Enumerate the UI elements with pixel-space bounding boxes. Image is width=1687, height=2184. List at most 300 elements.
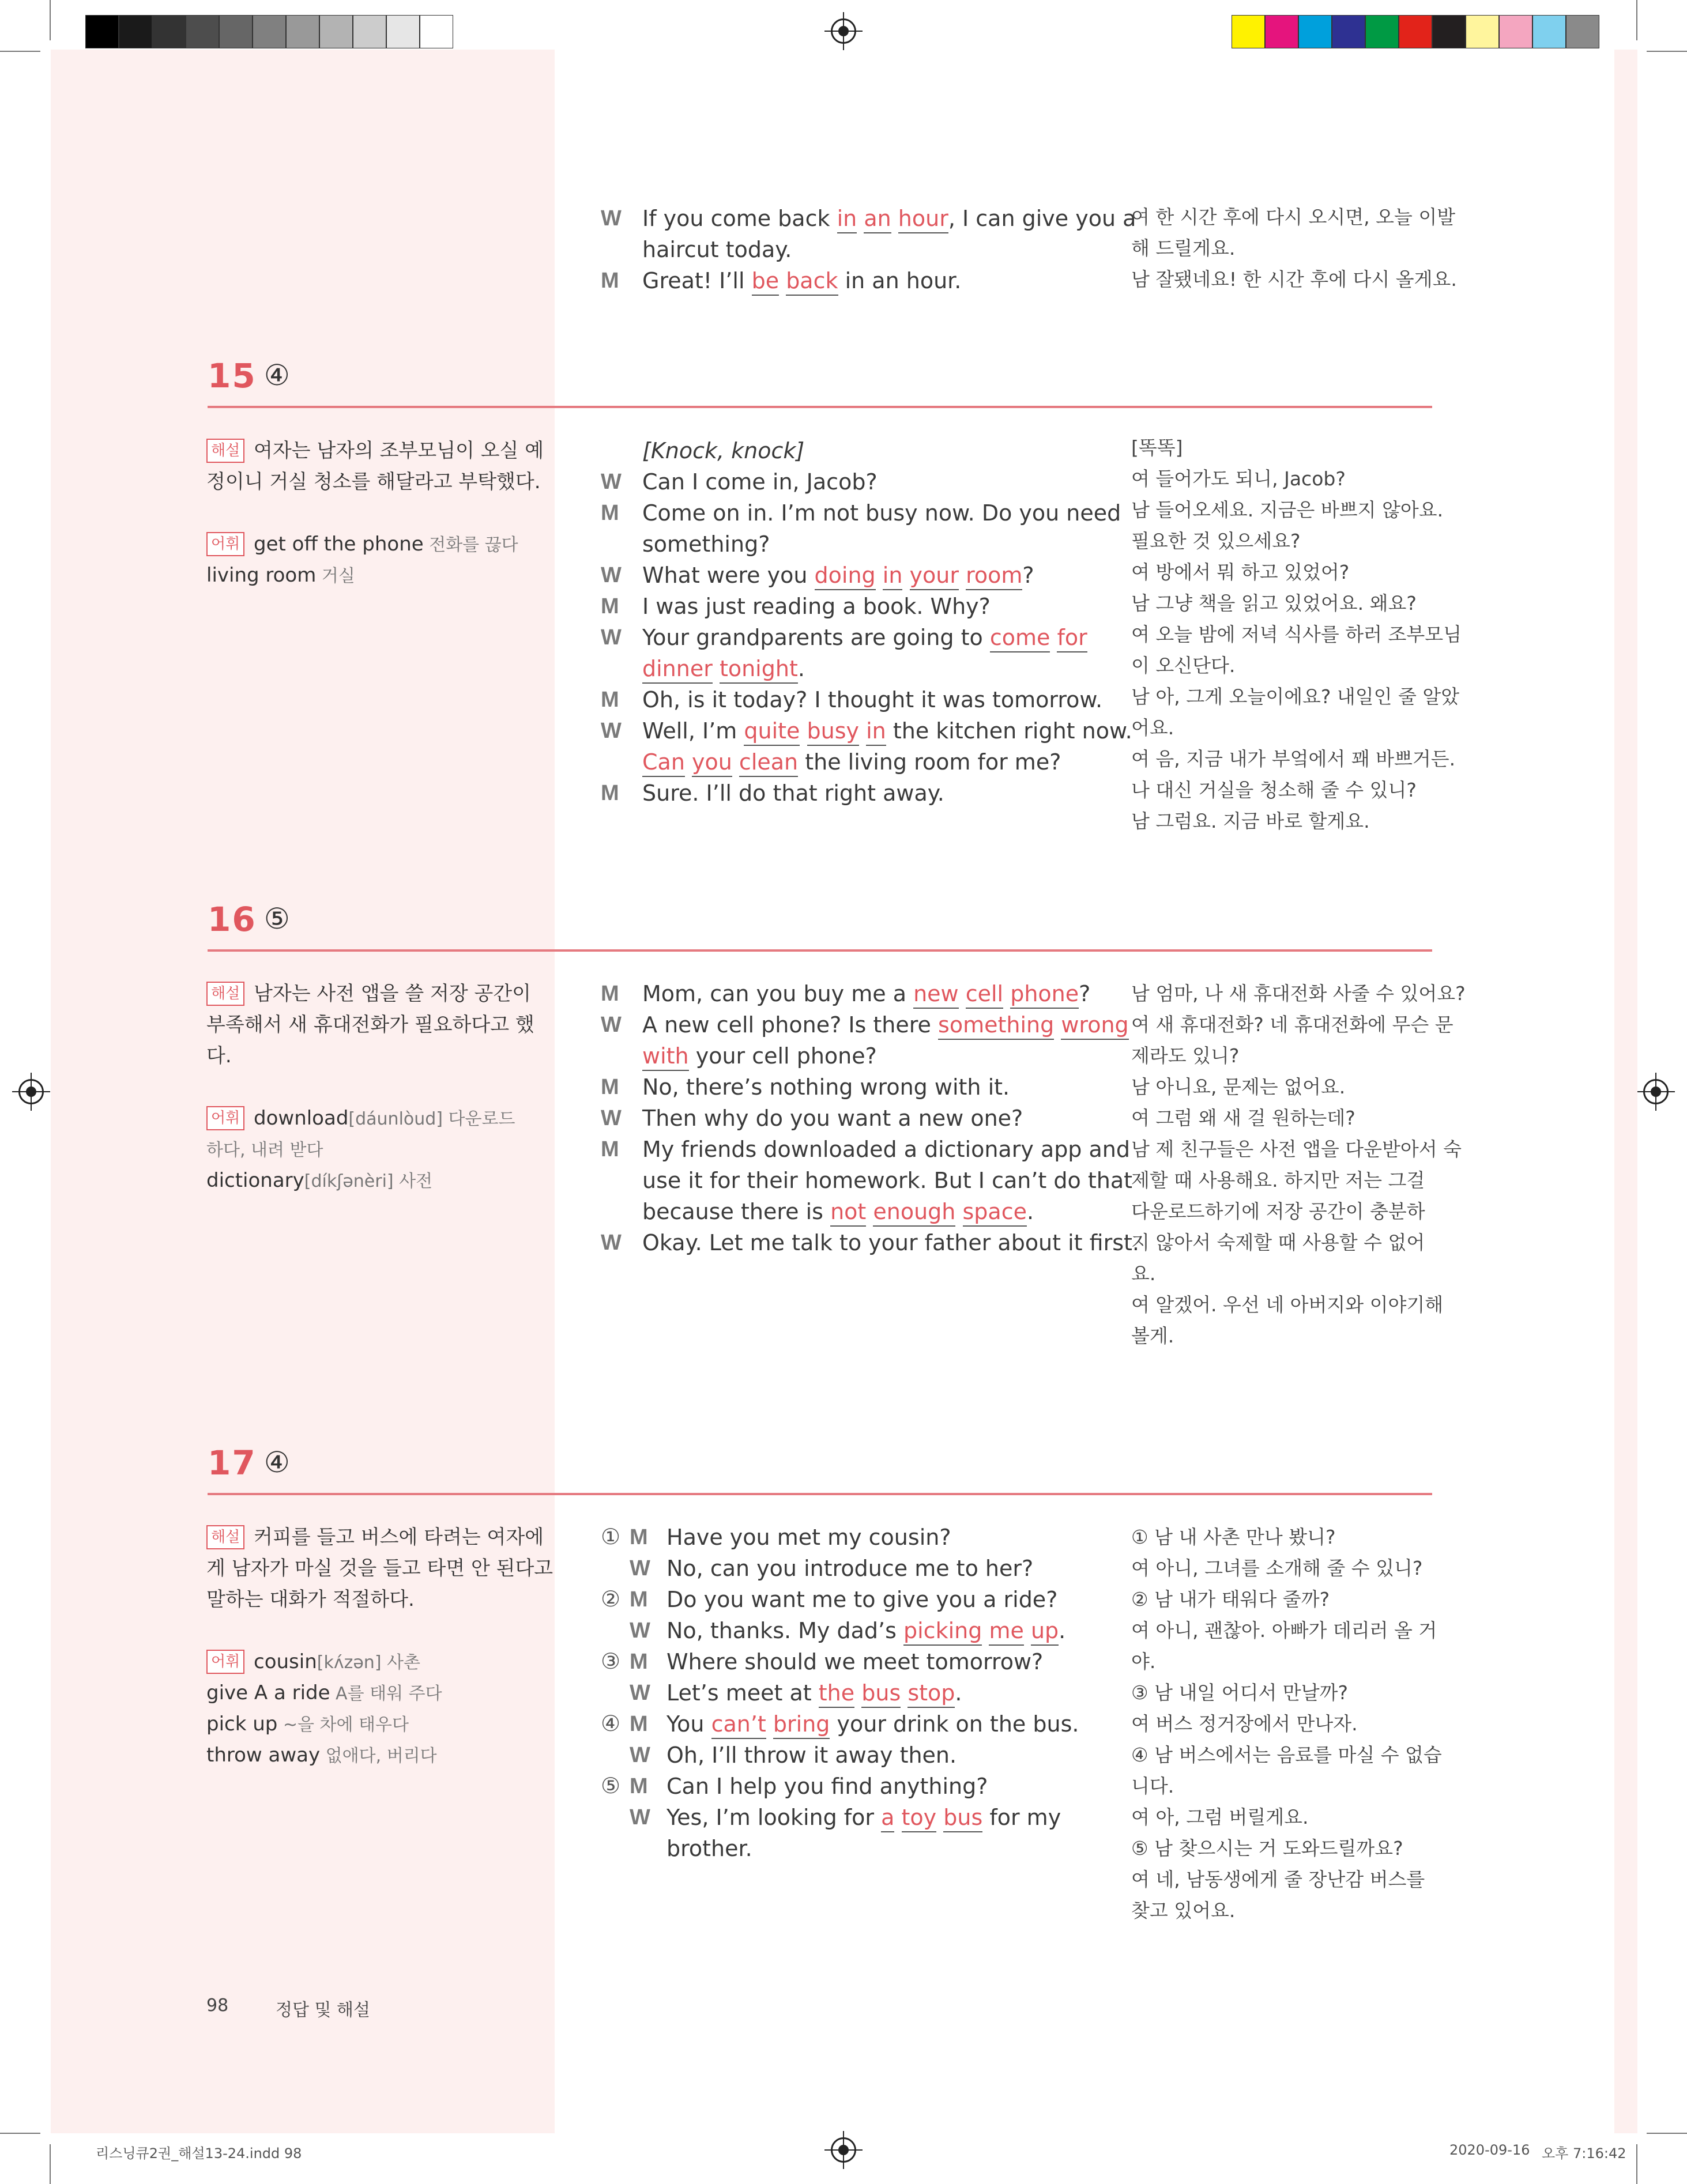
page-section-title: 정답 및 해설	[276, 2000, 370, 2020]
dialogue-text: , I can give you a	[948, 206, 1136, 231]
dialogue-line	[642, 1103, 1023, 1134]
vocab-entry	[206, 1708, 409, 1741]
registration-mark-icon	[831, 18, 856, 44]
explanation-text: 말하는 대화가 적절하다.	[206, 1588, 415, 1611]
blank-answer: bring	[773, 1711, 830, 1739]
translation-line: 여 새 휴대전화? 네 휴대전화에 무슨 문	[1131, 1013, 1453, 1036]
blank-answer: room	[966, 563, 1022, 590]
dialogue-text: Sure. I’ll do that right away.	[642, 780, 944, 806]
dialogue-line	[642, 497, 1121, 529]
speaker-label: M	[601, 982, 619, 1006]
translation-line: 남 들어오세요. 지금은 바쁘지 않아요.	[1131, 499, 1444, 521]
dialogue-line	[666, 1646, 1043, 1677]
dialogue-text	[766, 1711, 773, 1737]
dialogue-text	[894, 1805, 901, 1830]
page-number: 98	[206, 1996, 229, 2016]
blank-answer: an	[864, 206, 891, 233]
speaker-label: M	[601, 781, 619, 805]
speaker-label: M	[601, 688, 619, 712]
vocab-meaning: 하다, 내려 받다	[206, 1140, 323, 1160]
gray-swatch	[253, 15, 286, 48]
dialogue-text: Come on in. I’m not busy now. Do you need	[642, 500, 1121, 526]
blank-answer: something	[938, 1012, 1054, 1040]
blank-answer: can’t	[711, 1711, 766, 1739]
dialogue-text: Okay. Let me talk to your father about it first.	[642, 1230, 1139, 1255]
speaker-label: W	[601, 206, 622, 231]
color-swatch	[1499, 15, 1532, 48]
dialogue-text: Then why do you want a new one?	[642, 1106, 1023, 1131]
blank-answer: come	[990, 625, 1050, 652]
vocab-meaning: ~을 차에 태우다	[277, 1715, 409, 1735]
blank-answer: with	[642, 1043, 689, 1071]
gray-swatch	[353, 15, 386, 48]
blank-answer: tonight	[720, 656, 798, 684]
speaker-label: W	[630, 1743, 650, 1767]
vocab-entry	[206, 1740, 437, 1772]
translation-line: 요.	[1131, 1262, 1156, 1285]
dialogue-text: Oh, I’ll throw it away then.	[666, 1742, 957, 1768]
blank-answer: in	[883, 563, 903, 590]
blank-answer: stop	[907, 1680, 955, 1708]
blank-answer: cell	[966, 981, 1003, 1009]
dialogue-line	[642, 435, 804, 466]
blank-answer: in	[866, 718, 886, 746]
dialogue-text: No, there’s nothing wrong with it.	[642, 1074, 1010, 1100]
translation-line: 남 그럼요. 지금 바로 할게요.	[1131, 810, 1370, 832]
crop-mark	[1636, 0, 1637, 40]
translation-line: 여 아니, 괜찮아. 아빠가 데리러 올 거	[1131, 1619, 1437, 1642]
color-swatch	[1466, 15, 1499, 48]
translation-line: 남 아, 그게 오늘이에요? 내일인 줄 알았	[1131, 685, 1460, 708]
blank-answer: not	[830, 1199, 866, 1227]
blank-answer: be	[752, 268, 780, 296]
vocab-entry	[206, 1134, 323, 1166]
translation-line: 야.	[1131, 1650, 1156, 1673]
speaker-label: W	[630, 1681, 650, 1705]
blank-answer: in	[837, 206, 857, 233]
vocab-meaning: 거실	[316, 566, 355, 586]
translation-line: [똑똑]	[1131, 436, 1183, 459]
blank-answer: bus	[861, 1680, 901, 1708]
dialogue-text: in an hour.	[838, 268, 962, 293]
dialogue-text: Well, I’m	[642, 718, 744, 744]
crop-mark	[50, 0, 51, 40]
dialogue-text: Let’s meet at	[666, 1680, 819, 1706]
dialogue-text: Great! I’ll	[642, 268, 752, 293]
gray-swatch	[119, 15, 152, 48]
dialogue-line	[642, 715, 1132, 746]
dialogue-line	[642, 1196, 1034, 1227]
blank-answer: me	[989, 1618, 1023, 1646]
dialogue-line	[642, 1072, 1010, 1103]
dialogue-text: You	[666, 1711, 711, 1737]
blank-answer: the	[819, 1680, 854, 1708]
translation-line: 남 아니요, 문제는 없어요.	[1131, 1076, 1346, 1098]
translation-line: 여 버스 정거장에서 만나자.	[1131, 1713, 1358, 1735]
speaker-label: M	[601, 594, 619, 618]
translation-line: 제라도 있니?	[1131, 1044, 1240, 1067]
slug-time: 오후 7:16:42	[1542, 2145, 1626, 2162]
dialogue-line	[642, 778, 944, 809]
dialogue-text: Have you met my cousin?	[666, 1525, 951, 1550]
translation-line: 필요한 것 있으세요?	[1131, 530, 1301, 552]
speaker-label: W	[630, 1805, 650, 1830]
blank-answer: back	[786, 268, 838, 296]
explanation-text: 정이니 거실 청소를 해달라고 부탁했다.	[206, 470, 541, 493]
dialogue-text: brother.	[666, 1836, 752, 1861]
dialogue-line	[642, 466, 878, 497]
dialogue-text: the kitchen right now.	[886, 718, 1132, 744]
dialogue-line	[642, 1227, 1139, 1258]
slug-filename: 리스닝큐2권_해설13-24.indd 98	[96, 2145, 302, 2162]
translation-line: 찾고 있어요.	[1131, 1899, 1236, 1922]
gray-swatch	[219, 15, 253, 48]
answer-mark: ④	[264, 359, 290, 392]
gray-swatch	[319, 15, 353, 48]
dialogue-line	[642, 203, 1136, 234]
blank-answer: Can	[642, 749, 685, 777]
dialogue-line	[666, 1584, 1057, 1615]
translation-line: 나 대신 거실을 청소해 줄 수 있니?	[1131, 779, 1417, 801]
dialogue-text: .	[955, 1680, 962, 1706]
vocab-meaning: [dáunlòud] 다운로드	[348, 1109, 515, 1129]
dialogue-text: [Knock, knock]	[642, 438, 805, 463]
vocab-word: dictionary	[206, 1169, 304, 1192]
choice-number: ④	[601, 1711, 621, 1736]
vocab-entry	[206, 1677, 442, 1710]
dialogue-line	[642, 1040, 877, 1072]
dialogue-text: ?	[1079, 981, 1091, 1006]
explanation-tag: 해설	[206, 1525, 244, 1549]
dialogue-line	[642, 622, 1087, 653]
blank-answer: enough	[873, 1199, 955, 1227]
translation-line: 여 오늘 밤에 저녁 식사를 하러 조부모님	[1131, 623, 1462, 646]
crop-mark	[50, 2144, 51, 2184]
question-number: 15	[208, 356, 257, 395]
blank-answer: hour	[898, 206, 948, 233]
translation-line: 여 그럼 왜 새 걸 원하는데?	[1131, 1107, 1355, 1129]
color-swatch	[1532, 15, 1566, 48]
vocab-word: throw away	[206, 1744, 321, 1767]
dialogue-text: .	[1059, 1618, 1066, 1643]
speaker-label: M	[601, 1137, 619, 1161]
vocab-entry	[254, 1103, 515, 1135]
translation-line: 여 음, 지금 내가 부엌에서 꽤 바쁘거든.	[1131, 748, 1456, 770]
speaker-label: W	[630, 1619, 650, 1643]
vocab-meaning: 전화를 끊다	[423, 535, 518, 555]
vocab-word: get off the phone	[254, 533, 424, 556]
translation-line: 어요.	[1131, 716, 1174, 739]
choice-number: ②	[601, 1586, 621, 1612]
translation-line: ② 남 내가 태워다 줄까?	[1131, 1588, 1330, 1610]
dialogue-line	[642, 591, 991, 622]
explanation-text: 커피를 들고 버스에 타려는 여자에	[254, 1526, 544, 1549]
gray-swatch	[386, 15, 420, 48]
dialogue-text: your cell phone?	[688, 1043, 877, 1069]
question-number: 17	[208, 1443, 257, 1483]
dialogue-line	[666, 1771, 988, 1802]
translation-line: 여 한 시간 후에 다시 오시면, 오늘 이발	[1131, 206, 1456, 228]
dialogue-text	[859, 718, 866, 744]
dialogue-text	[959, 981, 966, 1006]
speaker-label: W	[601, 1013, 622, 1037]
dialogue-text: the living room for me?	[798, 749, 1061, 775]
dialogue-text	[959, 563, 966, 588]
dialogue-text: If you come back	[642, 206, 837, 231]
dialogue-text: I was just reading a book. Why?	[642, 594, 991, 619]
dialogue-text	[866, 1199, 873, 1224]
dialogue-line	[666, 1615, 1065, 1646]
explanation-tag: 해설	[206, 982, 244, 1006]
blank-answer: space	[963, 1199, 1027, 1227]
dialogue-text	[713, 656, 720, 681]
dialogue-text	[732, 749, 739, 775]
dialogue-line	[666, 1677, 962, 1708]
translation-line: 제할 때 사용해요. 하지만 저는 그걸	[1131, 1169, 1425, 1191]
dialogue-text: My friends downloaded a dictionary app and	[642, 1137, 1131, 1162]
dialogue-line	[666, 1833, 752, 1864]
color-swatch	[1432, 15, 1466, 48]
translation-line: ① 남 내 사촌 만나 봤니?	[1131, 1526, 1336, 1548]
vocab-entry	[206, 1165, 432, 1197]
dialogue-text: your drink on the bus.	[830, 1711, 1079, 1737]
dialogue-line	[642, 234, 792, 265]
dialogue-text: Mom, can you buy me a	[642, 981, 914, 1006]
translation-line: ④ 남 버스에서는 음료를 마실 수 없습	[1131, 1744, 1442, 1766]
dialogue-line	[642, 529, 770, 560]
speaker-label: M	[630, 1650, 648, 1674]
gray-swatch	[186, 15, 219, 48]
dialogue-text	[1024, 1618, 1031, 1643]
speaker-label: W	[601, 563, 622, 587]
blank-answer: for	[1057, 625, 1087, 652]
dialogue-text: No, thanks. My dad’s	[666, 1618, 903, 1643]
dialogue-text	[857, 206, 864, 231]
dialogue-text	[955, 1199, 962, 1224]
dialogue-text: .	[1026, 1199, 1034, 1224]
dialogue-line	[642, 653, 805, 684]
blank-answer: your	[910, 563, 959, 590]
dialogue-line	[666, 1553, 1033, 1584]
speaker-label: M	[630, 1587, 648, 1612]
dialogue-line	[666, 1708, 1079, 1740]
speaker-label: W	[630, 1556, 650, 1581]
vocab-word: pick up	[206, 1713, 278, 1736]
blank-answer: toy	[902, 1805, 937, 1832]
dialogue-text: haircut today.	[642, 237, 792, 262]
vocab-entry	[206, 560, 355, 592]
translation-line: 여 아, 그럼 버릴게요.	[1131, 1806, 1309, 1828]
vocab-entry	[254, 529, 518, 561]
section-rule	[208, 1493, 1432, 1495]
translation-line: 남 제 친구들은 사전 앱을 다운받아서 숙	[1131, 1138, 1462, 1160]
dialogue-text	[1003, 981, 1010, 1006]
explanation-tag: 해설	[206, 439, 244, 463]
crop-mark	[1647, 51, 1687, 52]
color-swatch	[1232, 15, 1265, 48]
dialogue-text: Do you want me to give you a ride?	[666, 1587, 1058, 1612]
dialogue-text: No, can you introduce me to her?	[666, 1556, 1034, 1581]
registration-mark-icon	[1643, 1079, 1669, 1104]
speaker-label: M	[630, 1712, 648, 1736]
gray-swatch	[420, 15, 453, 48]
dialogue-text: Yes, I’m looking for	[666, 1805, 882, 1830]
speaker-label: M	[601, 501, 619, 525]
dialogue-text	[936, 1805, 943, 1830]
blank-answer: phone	[1010, 981, 1079, 1009]
translation-line: 해 드릴게요.	[1131, 237, 1236, 259]
dialogue-text	[854, 1680, 861, 1706]
crop-mark	[0, 2133, 40, 2134]
registration-mark-icon	[831, 2137, 856, 2163]
registration-mark-icon	[18, 1079, 44, 1104]
blank-answer: wrong	[1061, 1012, 1128, 1040]
vocab-meaning: [kʌ́zən] 사촌	[317, 1653, 421, 1673]
dialogue-line	[642, 684, 1102, 715]
dialogue-line	[642, 1009, 1129, 1040]
vocab-word: cousin	[254, 1650, 317, 1673]
dialogue-line	[642, 1134, 1130, 1165]
blank-answer: doing	[815, 563, 876, 590]
translation-line: 지 않아서 숙제할 때 사용할 수 없어	[1131, 1231, 1425, 1254]
dialogue-text	[891, 206, 898, 231]
gray-swatch	[152, 15, 186, 48]
speaker-label: M	[630, 1774, 648, 1798]
vocab-word: download	[254, 1107, 349, 1130]
dialogue-text: Can I help you find anything?	[666, 1774, 988, 1799]
vocab-meaning: A를 태워 주다	[330, 1684, 442, 1704]
vocab-meaning: 없애다, 버리다	[320, 1746, 437, 1766]
dialogue-text: .	[797, 656, 805, 681]
explanation-text: 다.	[206, 1044, 232, 1068]
blank-answer: clean	[739, 749, 798, 777]
question-number: 16	[208, 900, 257, 939]
blank-answer: quite	[744, 718, 800, 746]
speaker-label: W	[601, 625, 622, 650]
dialogue-text	[779, 268, 786, 293]
crop-mark	[1636, 2144, 1637, 2184]
blank-answer: a	[881, 1805, 894, 1832]
blank-answer: bus	[943, 1805, 982, 1832]
slug-date: 2020-09-16	[1449, 2142, 1530, 2158]
section-rule	[208, 949, 1432, 952]
translation-line: 남 잘됐네요! 한 시간 후에 다시 올게요.	[1131, 268, 1457, 291]
vocabulary-tag: 어휘	[206, 1106, 244, 1130]
blank-answer: up	[1031, 1618, 1059, 1646]
color-swatch	[1265, 15, 1298, 48]
dialogue-text: Your grandparents are going to	[642, 625, 990, 650]
dialogue-text	[685, 749, 692, 775]
dialogue-line	[642, 978, 1090, 1009]
dialogue-text	[1050, 625, 1057, 650]
speaker-label: W	[601, 1231, 622, 1255]
dialogue-text: ?	[1022, 563, 1034, 588]
choice-number: ⑤	[601, 1773, 621, 1798]
blank-answer: dinner	[642, 656, 713, 684]
gray-swatch	[286, 15, 319, 48]
dialogue-text: because there is	[642, 1199, 831, 1224]
gray-swatch	[85, 15, 119, 48]
translation-line: 여 들어가도 되니, Jacob?	[1131, 467, 1346, 490]
translation-line: 다운로드하기에 저장 공간이 충분하	[1131, 1200, 1425, 1223]
speaker-label: M	[630, 1525, 648, 1549]
blank-answer: new	[913, 981, 959, 1009]
dialogue-text: for my	[982, 1805, 1061, 1830]
dialogue-text	[982, 1618, 989, 1643]
speaker-label: M	[601, 269, 619, 293]
explanation-text: 부족해서 새 휴대전화가 필요하다고 했	[206, 1013, 534, 1036]
translation-line: 여 방에서 뭐 하고 있었어?	[1131, 561, 1350, 583]
vocab-entry	[254, 1646, 420, 1678]
dialogue-text: Where should we meet tomorrow?	[666, 1649, 1044, 1674]
explanation-text: 게 남자가 마실 것을 들고 타면 안 된다고	[206, 1557, 553, 1580]
choice-number: ③	[601, 1649, 621, 1674]
dialogue-line	[642, 560, 1034, 591]
speaker-label: M	[601, 1075, 619, 1099]
vocab-word: give A a ride	[206, 1681, 330, 1704]
color-swatch	[1399, 15, 1432, 48]
dialogue-text	[902, 563, 909, 588]
vocab-meaning: [díkʃənèri] 사전	[304, 1171, 433, 1191]
vocabulary-tag: 어휘	[206, 1650, 244, 1674]
color-swatch	[1566, 15, 1599, 48]
dialogue-text: What were you	[642, 563, 815, 588]
dialogue-text	[1054, 1012, 1061, 1038]
blank-answer: busy	[807, 718, 860, 746]
translation-line: 남 그냥 책을 읽고 있었어요. 왜요?	[1131, 592, 1417, 614]
dialogue-line	[666, 1802, 1061, 1833]
dialogue-text: Oh, is it today? I thought it was tomorrow.	[642, 687, 1103, 712]
color-swatch	[1332, 15, 1365, 48]
color-swatch	[1298, 15, 1332, 48]
dialogue-text	[800, 718, 807, 744]
crop-mark	[0, 51, 40, 52]
dialogue-text	[876, 563, 883, 588]
speaker-label: W	[601, 719, 622, 743]
dialogue-text: A new cell phone? Is there	[642, 1012, 939, 1038]
dialogue-line	[666, 1522, 951, 1553]
vocab-word: living room	[206, 564, 317, 587]
crop-mark	[1647, 2133, 1687, 2134]
explanation-panel	[51, 50, 555, 2133]
explanation-text: 남자는 사전 앱을 쓸 저장 공간이	[254, 982, 532, 1005]
dialogue-text: something?	[642, 531, 770, 557]
speaker-label: W	[601, 470, 622, 494]
blank-answer: you	[692, 749, 732, 777]
translation-line: 니다.	[1131, 1775, 1174, 1797]
translation-line: 여 알겠어. 우선 네 아버지와 이야기해	[1131, 1293, 1444, 1316]
answer-mark: ④	[264, 1446, 290, 1479]
color-swatch	[1365, 15, 1399, 48]
dialogue-line	[642, 746, 1061, 778]
section-rule	[208, 406, 1432, 408]
vocabulary-tag: 어휘	[206, 532, 244, 556]
dialogue-line	[642, 1165, 1132, 1196]
answer-mark: ⑤	[264, 902, 290, 936]
translation-line: 남 엄마, 나 새 휴대전화 사줄 수 있어요?	[1131, 982, 1466, 1005]
translation-line: 볼게.	[1131, 1325, 1174, 1347]
dialogue-line	[642, 265, 961, 296]
page-edge-band	[1614, 50, 1637, 2133]
dialogue-text: Can I come in, Jacob?	[642, 469, 878, 495]
dialogue-text: use it for their homework. But I can’t do that	[642, 1168, 1133, 1193]
explanation-text: 여자는 남자의 조부모님이 오실 예	[254, 439, 544, 462]
dialogue-line	[666, 1740, 957, 1771]
translation-line: ⑤ 남 찾으시는 거 도와드릴까요?	[1131, 1837, 1403, 1859]
dialogue-text	[901, 1680, 907, 1706]
choice-number: ①	[601, 1524, 621, 1549]
blank-answer: picking	[903, 1618, 982, 1646]
